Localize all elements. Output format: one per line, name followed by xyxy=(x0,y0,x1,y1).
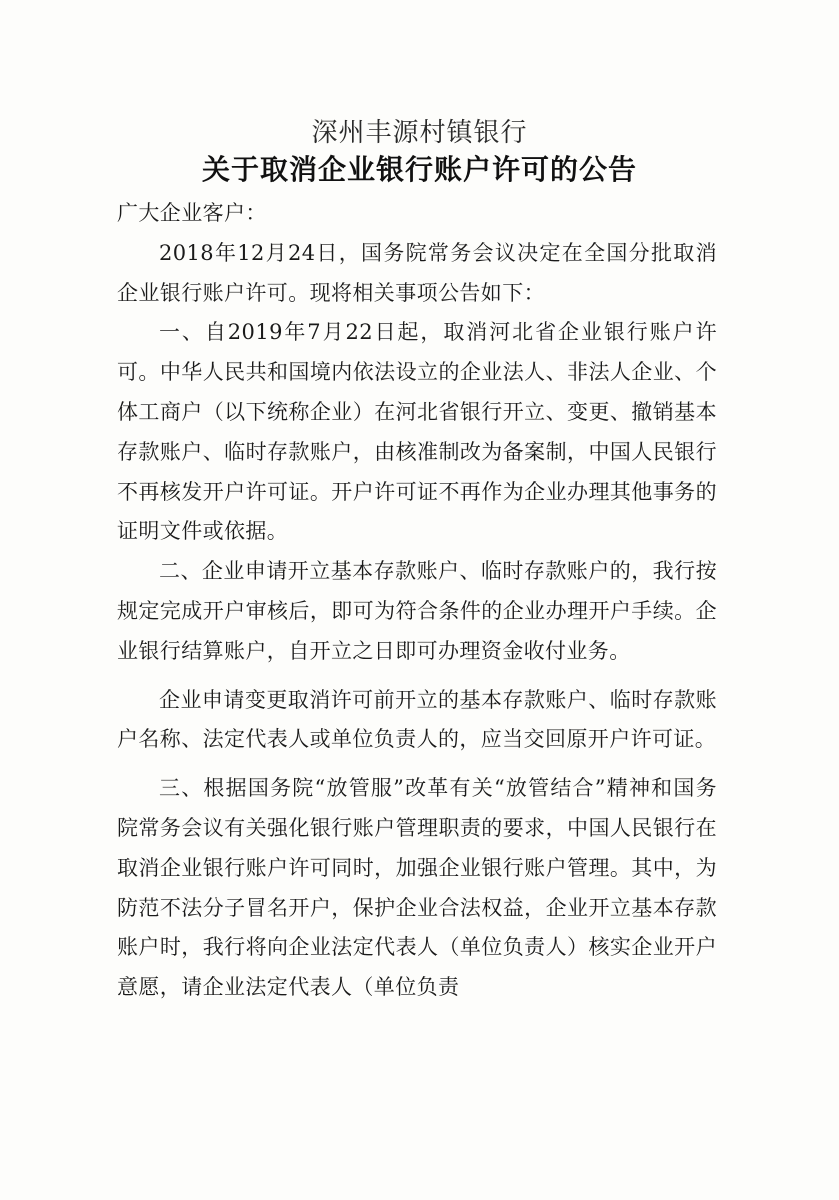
notice-body xyxy=(117,194,717,1008)
bank-name: 深州丰源村镇银行 xyxy=(311,118,528,148)
paragraph-item-2-supplement: 企业申请变更取消许可前开立的基本存款账户、临时存款账户名称、法定代表人或单位负责人的，应当交回原开户许可证。 xyxy=(117,687,717,752)
paragraph-item-1: 一、自2019年7月22日起，取消河北省企业银行账户许可。中华人民共和国境内依法设立的企业法人、非法人企业、个体工商户（以下统称企业）在河北省银行开立、变更、撤销基本存款账户、临时存款账户，由核准制改为备案制，中国人民银行不再核发开户许可证。开户许可证不再作为企业办理其他事务的证明文件或依据。 xyxy=(117,320,717,544)
salutation: 广大企业客户： xyxy=(117,201,267,225)
paragraph-intro: 2018年12月24日，国务院常务会议决定在全国分批取消企业银行账户许可。现将相关事项公告如下： xyxy=(117,240,717,305)
paragraph-item-2: 二、企业申请开立基本存款账户、临时存款账户的，我行按规定完成开户审核后，即可为符合条件的企业办理开户手续。企业银行结算账户，自开立之日即可办理资金收付业务。 xyxy=(117,559,717,663)
paragraph-item-3: 三、根据国务院“放管服”改革有关“放管结合”精神和国务院常务会议有关强化银行账户管理职责的要求，中国人民银行在取消企业银行账户许可同时，加强企业银行账户管理。其中，为防范不法分子冒名开户，保护企业合法权益，企业开立基本存款账户时，我行将向企业法定代表人（单位负责人）核实企业开户意愿，请企业法定代表人（单位负责 xyxy=(117,776,717,1000)
notice-title: 关于取消企业银行账户许可的公告 xyxy=(201,153,637,186)
